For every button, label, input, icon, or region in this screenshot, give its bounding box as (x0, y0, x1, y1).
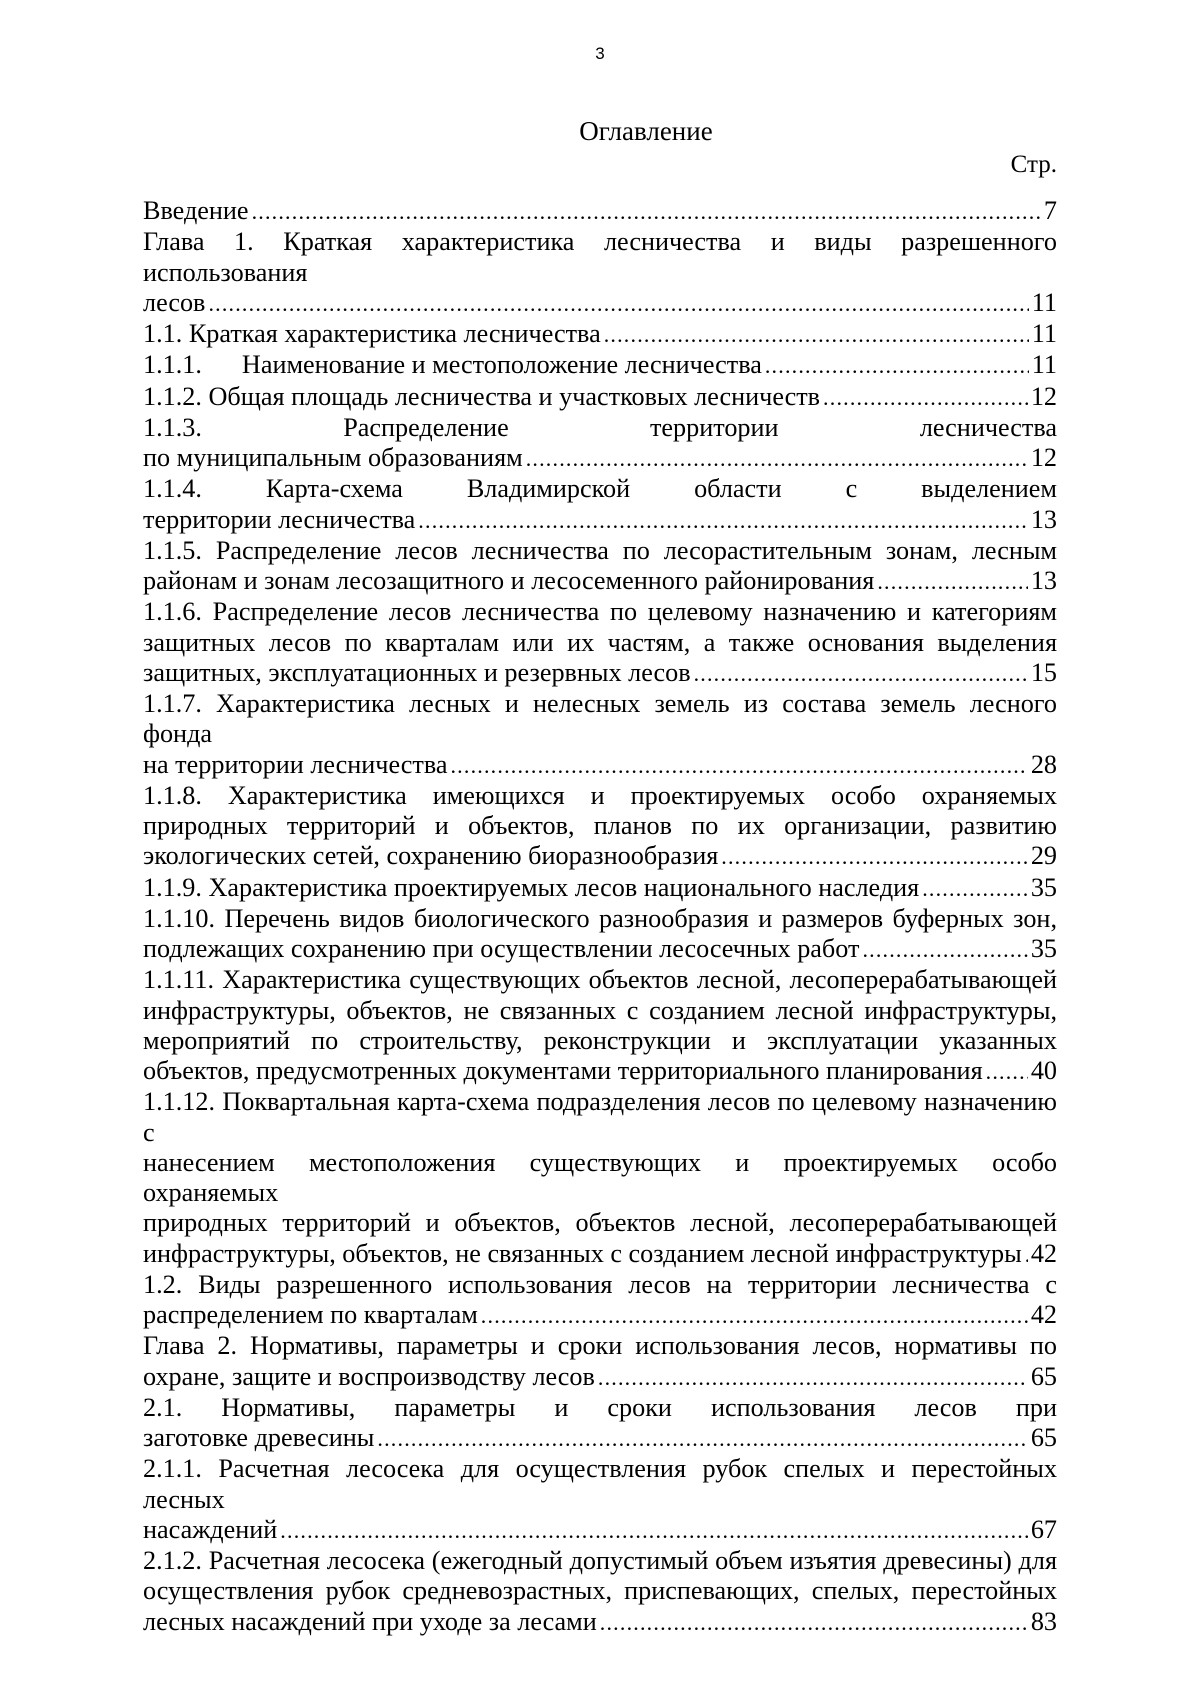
toc-entry[interactable] (143, 689, 1057, 781)
dot-leader (208, 289, 1028, 319)
toc-entry-line: Глава 1. Краткая характеристика лесничества и виды разрешенного использования (143, 227, 1057, 287)
toc-entry-line: мероприятий по строительству, реконструкции и эксплуатации указанных (143, 1025, 1057, 1055)
toc-entry-title: по муниципальным образованиям (143, 443, 523, 472)
dot-leader (986, 1057, 1028, 1087)
dot-leader (450, 751, 1027, 781)
toc-entry-title: районам и зонам лесозащитного и лесосеменного районирования (143, 566, 875, 595)
toc-entry-line: природных территорий и объектов, планов по их организации, развитию (143, 811, 1057, 840)
toc-entry[interactable] (143, 1270, 1057, 1332)
toc-entry-title: Введение (143, 196, 249, 225)
toc-entry[interactable] (143, 413, 1057, 475)
toc-entry-title: распределением по кварталам (143, 1300, 478, 1329)
toc-page-number: 11 (1031, 287, 1057, 317)
dot-leader (765, 351, 1029, 381)
toc-entry-line: 1.1.11. Характеристика существующих объектов лесной, лесоперерабатывающей (143, 965, 1057, 995)
toc-entry-title: 1.1.2. Общая площадь лесничества и участковых лесничеств (143, 381, 821, 411)
toc-page-number: 40 (1030, 1056, 1057, 1085)
toc-entry-last-line (143, 934, 1057, 965)
toc-entry-line: 1.1.12. Поквартальная карта-схема подразделения лесов по целевому назначению с (143, 1087, 1057, 1147)
toc-entry[interactable] (143, 904, 1057, 966)
toc-entry-line: осуществления рубок средневозрастных, приспевающих, спелых, перестойных (143, 1576, 1057, 1606)
toc-entry-last-line (143, 350, 1057, 381)
toc-entry-last-line (143, 1239, 1057, 1270)
toc-entry[interactable] (143, 597, 1057, 689)
dot-leader (600, 1608, 1028, 1638)
toc-entry-line: 1.1.5. Распределение лесов лесничества по лесорастительным зонам, лесным (143, 535, 1057, 565)
dot-leader (1025, 1240, 1028, 1270)
toc-entry-title: подлежащих сохранению при осуществлении лесосечных работ (143, 934, 860, 963)
dot-leader (418, 506, 1028, 536)
toc-page-number: 83 (1030, 1606, 1057, 1636)
dot-leader (862, 935, 1027, 965)
toc-entry[interactable] (143, 1393, 1057, 1455)
toc-entry-line: 2.1.2. Расчетная лесосека (ежегодный допустимый объем изъятия древесины) для (143, 1546, 1057, 1575)
toc-entry[interactable] (143, 965, 1057, 1087)
toc-entry[interactable] (143, 1454, 1057, 1546)
toc-entry-line: 1.1.10. Перечень видов биологического разнообразия и размеров буферных зон, (143, 903, 1057, 933)
toc-entry-last-line (143, 658, 1057, 689)
toc-entry-title: объектов, предусмотренных документами территориального планирования (143, 1056, 983, 1085)
toc-entry-line: нанесением местоположения существующих и проектируемых особо охраняемых (143, 1147, 1057, 1207)
toc-entry-last-line (143, 196, 1057, 227)
toc-entry[interactable] (143, 873, 1057, 904)
toc-entry-line: защитных лесов по кварталам или их частям, а также основания выделения (143, 627, 1057, 657)
toc-entry-last-line (143, 443, 1057, 474)
toc-entry[interactable] (143, 1546, 1057, 1638)
toc-entry[interactable] (143, 781, 1057, 873)
toc-entry-title: 1.1. Краткая характеристика лесничества (143, 319, 601, 348)
toc-entry-last-line (143, 505, 1057, 536)
toc-page-number: 13 (1030, 566, 1057, 595)
toc-entry-line: 1.1.4. Карта-схема Владимирской области с выделением (143, 474, 1057, 504)
toc-entry-title: на территории лесничества (143, 749, 448, 779)
toc-entry-title: защитных, эксплуатационных и резервных лесов (143, 657, 691, 687)
toc-entry-title: экологических сетей, сохранению биоразнообразия (143, 841, 719, 871)
toc-page-number: 13 (1030, 504, 1057, 534)
toc-entry-last-line (143, 319, 1057, 350)
toc-entry-line: 1.1.6. Распределение лесов лесничества по целевому назначению и категориям (143, 597, 1057, 627)
toc-entry-title: 1.1.9. Характеристика проектируемых лесов национального наследия (143, 872, 920, 902)
dot-leader (481, 1301, 1028, 1331)
toc-entry-title: территории лесничества (143, 504, 416, 534)
toc-page-number: 65 (1030, 1423, 1057, 1452)
page-column-label: Стр. (1010, 151, 1057, 178)
dot-leader (604, 320, 1029, 350)
toc-entry-line: 1.1.8. Характеристика имеющихся и проектируемых особо охраняемых (143, 780, 1057, 810)
toc-entry-line: природных территорий и объектов, объектов лесной, лесоперерабатывающей (143, 1208, 1057, 1238)
toc-entry[interactable] (143, 1331, 1057, 1393)
toc-entry-last-line (143, 566, 1057, 597)
dot-leader (252, 197, 1041, 227)
toc-page-number: 67 (1030, 1514, 1057, 1544)
toc-entry-line: Глава 2. Нормативы, параметры и сроки использования лесов, нормативы по (143, 1331, 1057, 1361)
toc-entry-title: 1.1.1. Наименование и местоположение лесничества (143, 350, 762, 380)
toc-entry-last-line (143, 1056, 1057, 1087)
toc-page-number: 12 (1030, 443, 1057, 472)
toc-entry[interactable] (143, 196, 1057, 227)
toc-page-number: 29 (1030, 841, 1057, 871)
toc-entry[interactable] (143, 1087, 1057, 1270)
toc-page-number: 15 (1030, 657, 1057, 687)
toc-entry-title: инфраструктуры, объектов, не связанных с созданием лесной инфраструктуры (143, 1238, 1022, 1268)
toc-page-number: 42 (1030, 1300, 1057, 1329)
toc-entry[interactable] (143, 350, 1057, 381)
toc-page-number: 7 (1043, 196, 1057, 225)
toc-entry[interactable] (143, 536, 1057, 598)
toc-page-number: 12 (1030, 381, 1057, 411)
toc-page-number: 11 (1031, 350, 1057, 380)
toc-entry-last-line (143, 1607, 1057, 1638)
toc-entry-line: 1.1.7. Характеристика лесных и нелесных земель из состава земель лесного фонда (143, 689, 1057, 749)
dot-leader (922, 874, 1028, 904)
dot-leader (598, 1363, 1028, 1393)
toc-entry-last-line (143, 382, 1057, 413)
toc-page-number: 35 (1030, 872, 1057, 902)
dot-leader (377, 1424, 1027, 1454)
toc-page-number: 35 (1030, 934, 1057, 963)
toc-entry-last-line (143, 1515, 1057, 1546)
toc-page-number: 65 (1030, 1361, 1057, 1391)
toc-entry[interactable] (143, 474, 1057, 536)
dot-leader (526, 444, 1028, 474)
toc-entry-last-line (143, 1300, 1057, 1331)
toc-entry-title: охране, защите и воспроизводству лесов (143, 1361, 595, 1391)
toc-entry-title: насаждений (143, 1514, 278, 1544)
toc-page-number: 28 (1030, 749, 1057, 779)
page-number: 3 (595, 44, 605, 63)
toc-entry[interactable] (143, 227, 1057, 319)
toc-entry-last-line (143, 841, 1057, 872)
dot-leader (877, 567, 1027, 597)
toc-entry-last-line (143, 750, 1057, 781)
toc-entry-last-line (143, 1362, 1057, 1393)
toc-entry-last-line (143, 1423, 1057, 1454)
toc-entry[interactable] (143, 319, 1057, 350)
toc-entry-last-line (143, 288, 1057, 319)
toc-entry-title: лесных насаждений при уходе за лесами (143, 1606, 597, 1636)
toc-page-number: 11 (1031, 319, 1057, 348)
toc-entry-line: 2.1. Нормативы, параметры и сроки использования лесов при (143, 1392, 1057, 1422)
toc-entry-line: 1.1.3. Распределение территории лесничества (143, 412, 1057, 442)
toc-entry[interactable] (143, 382, 1057, 413)
dot-leader (280, 1516, 1028, 1546)
dot-leader (823, 383, 1028, 413)
toc-page-number: 42 (1030, 1238, 1057, 1268)
toc-entry-title: лесов (143, 287, 206, 317)
toc-entry-line: 1.2. Виды разрешенного использования лесов на территории лесничества с (143, 1269, 1057, 1299)
dot-leader (694, 659, 1028, 689)
toc-entry-line: 2.1.1. Расчетная лесосека для осуществления рубок спелых и перестойных лесных (143, 1454, 1057, 1514)
dot-leader (721, 842, 1028, 872)
toc-entry-title: заготовке древесины (143, 1423, 375, 1452)
toc-entry-line: инфраструктуры, объектов, не связанных с созданием лесной инфраструктуры, (143, 995, 1057, 1025)
table-of-contents (143, 196, 1057, 1638)
toc-heading: Оглавление (579, 116, 713, 146)
toc-entry-last-line (143, 873, 1057, 904)
